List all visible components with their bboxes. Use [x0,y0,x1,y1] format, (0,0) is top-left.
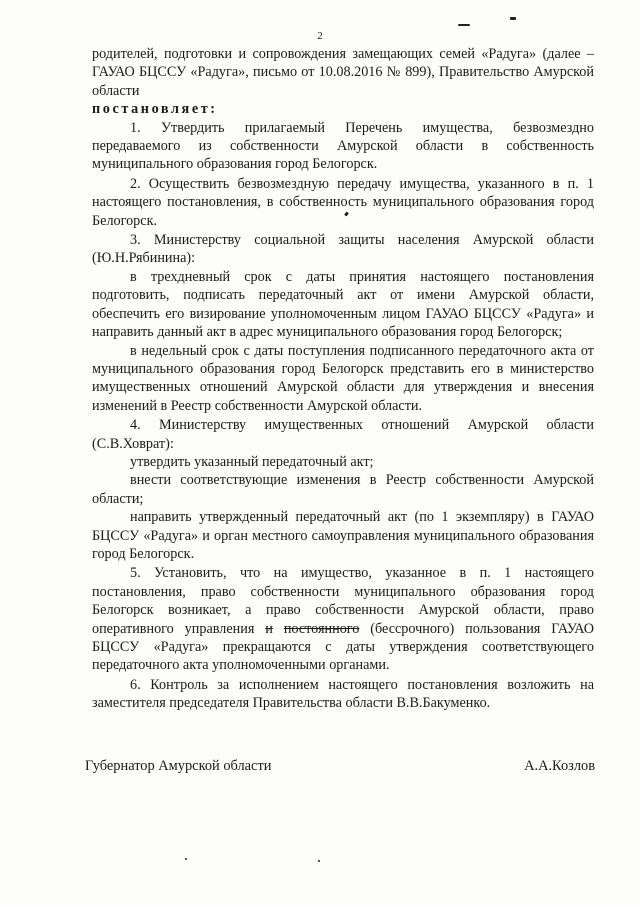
scan-mark [510,17,516,20]
clause-5-struck-1: и [265,620,273,637]
clause-4-item-1: утвердить указанный передаточный акт; [130,453,374,470]
clause-4-item-2: внести соответствующие изменения в Реестр собственности Амурской области; [92,472,594,507]
clause-3-item-2: в недельный срок с даты поступления подписанного передаточного акта от муниципального образования город Белогорск представить его в министерство имущественных отношений Амурской области для утверждения и внесения изменений в Реестр собственности Амурской области. [92,342,594,414]
scan-mark [185,858,187,860]
signature-block [85,758,595,775]
document-body [92,45,594,713]
clause-5 [92,564,594,674]
scan-mark [318,860,320,862]
clause-2: 2. Осуществить безвозмездную передачу имущества, указанного в п. 1 настоящего постановления, в собственность муниципального образования город Белогорск. [92,175,594,229]
clause-1: 1. Утвердить прилагаемый Перечень имущества, безвозмездно передаваемого из собственности Амурской области в собственность муниципального образования город Белогорск. [92,119,594,173]
clause-5-space [273,621,284,637]
clause-6: 6. Контроль за исполнением настоящего постановления возложить на заместителя председателя Правительства области В.В.Бакуменко. [92,676,594,712]
clause-3: 3. Министерству социальной защиты населения Амурской области (Ю.Н.Рябинина): [92,232,594,267]
clause-3-item-1: в трехдневный срок с даты принятия настоящего постановления подготовить, подписать передаточный акт от имени Амурской области, обеспечить его визирование уполномоченным лицом ГАУАО БЦССУ «Радуга» и направить данный акт в адрес муниципального образования город Белогорск; [92,268,594,341]
clause-5-text-a: 5. Установить, что на имущество, указанное в п. 1 настоящего постановления, право собственности муниципального образования город Белогорск возникает, а право собственности Амурской области, право оперативного управления [92,565,594,637]
clause-5-text-b: (бессрочного) пользования ГАУАО БЦССУ «Радуга» прекращаются с даты утверждения соответствующего передаточного акта уполномоченными органами. [92,620,595,674]
signatory-position: Губернатор Амурской области [85,758,272,774]
scan-mark [458,24,470,26]
page-number: 2 [317,30,323,42]
decree-heading [92,100,594,118]
clause-4: 4. Министерству имущественных отношений Амурской области (С.В.Ховрат): [92,417,594,452]
decree-word: постановляет: [92,101,218,118]
clause-4-item-3: направить утвержденный передаточный акт (по 1 экземпляру) в ГАУАО БЦССУ «Радуга» и орган местного самоуправления муниципального образования город Белогорск. [92,509,594,562]
intro-paragraph: родителей, подготовки и сопровождения замещающих семей «Радуга» (далее – ГАУАО БЦССУ «Радуга», письмо от 10.08.2016 № 899), Правительство Амурской области [92,46,594,99]
signatory-name: А.А.Козлов [524,758,595,774]
clause-5-struck-2: постоянного [283,620,360,637]
